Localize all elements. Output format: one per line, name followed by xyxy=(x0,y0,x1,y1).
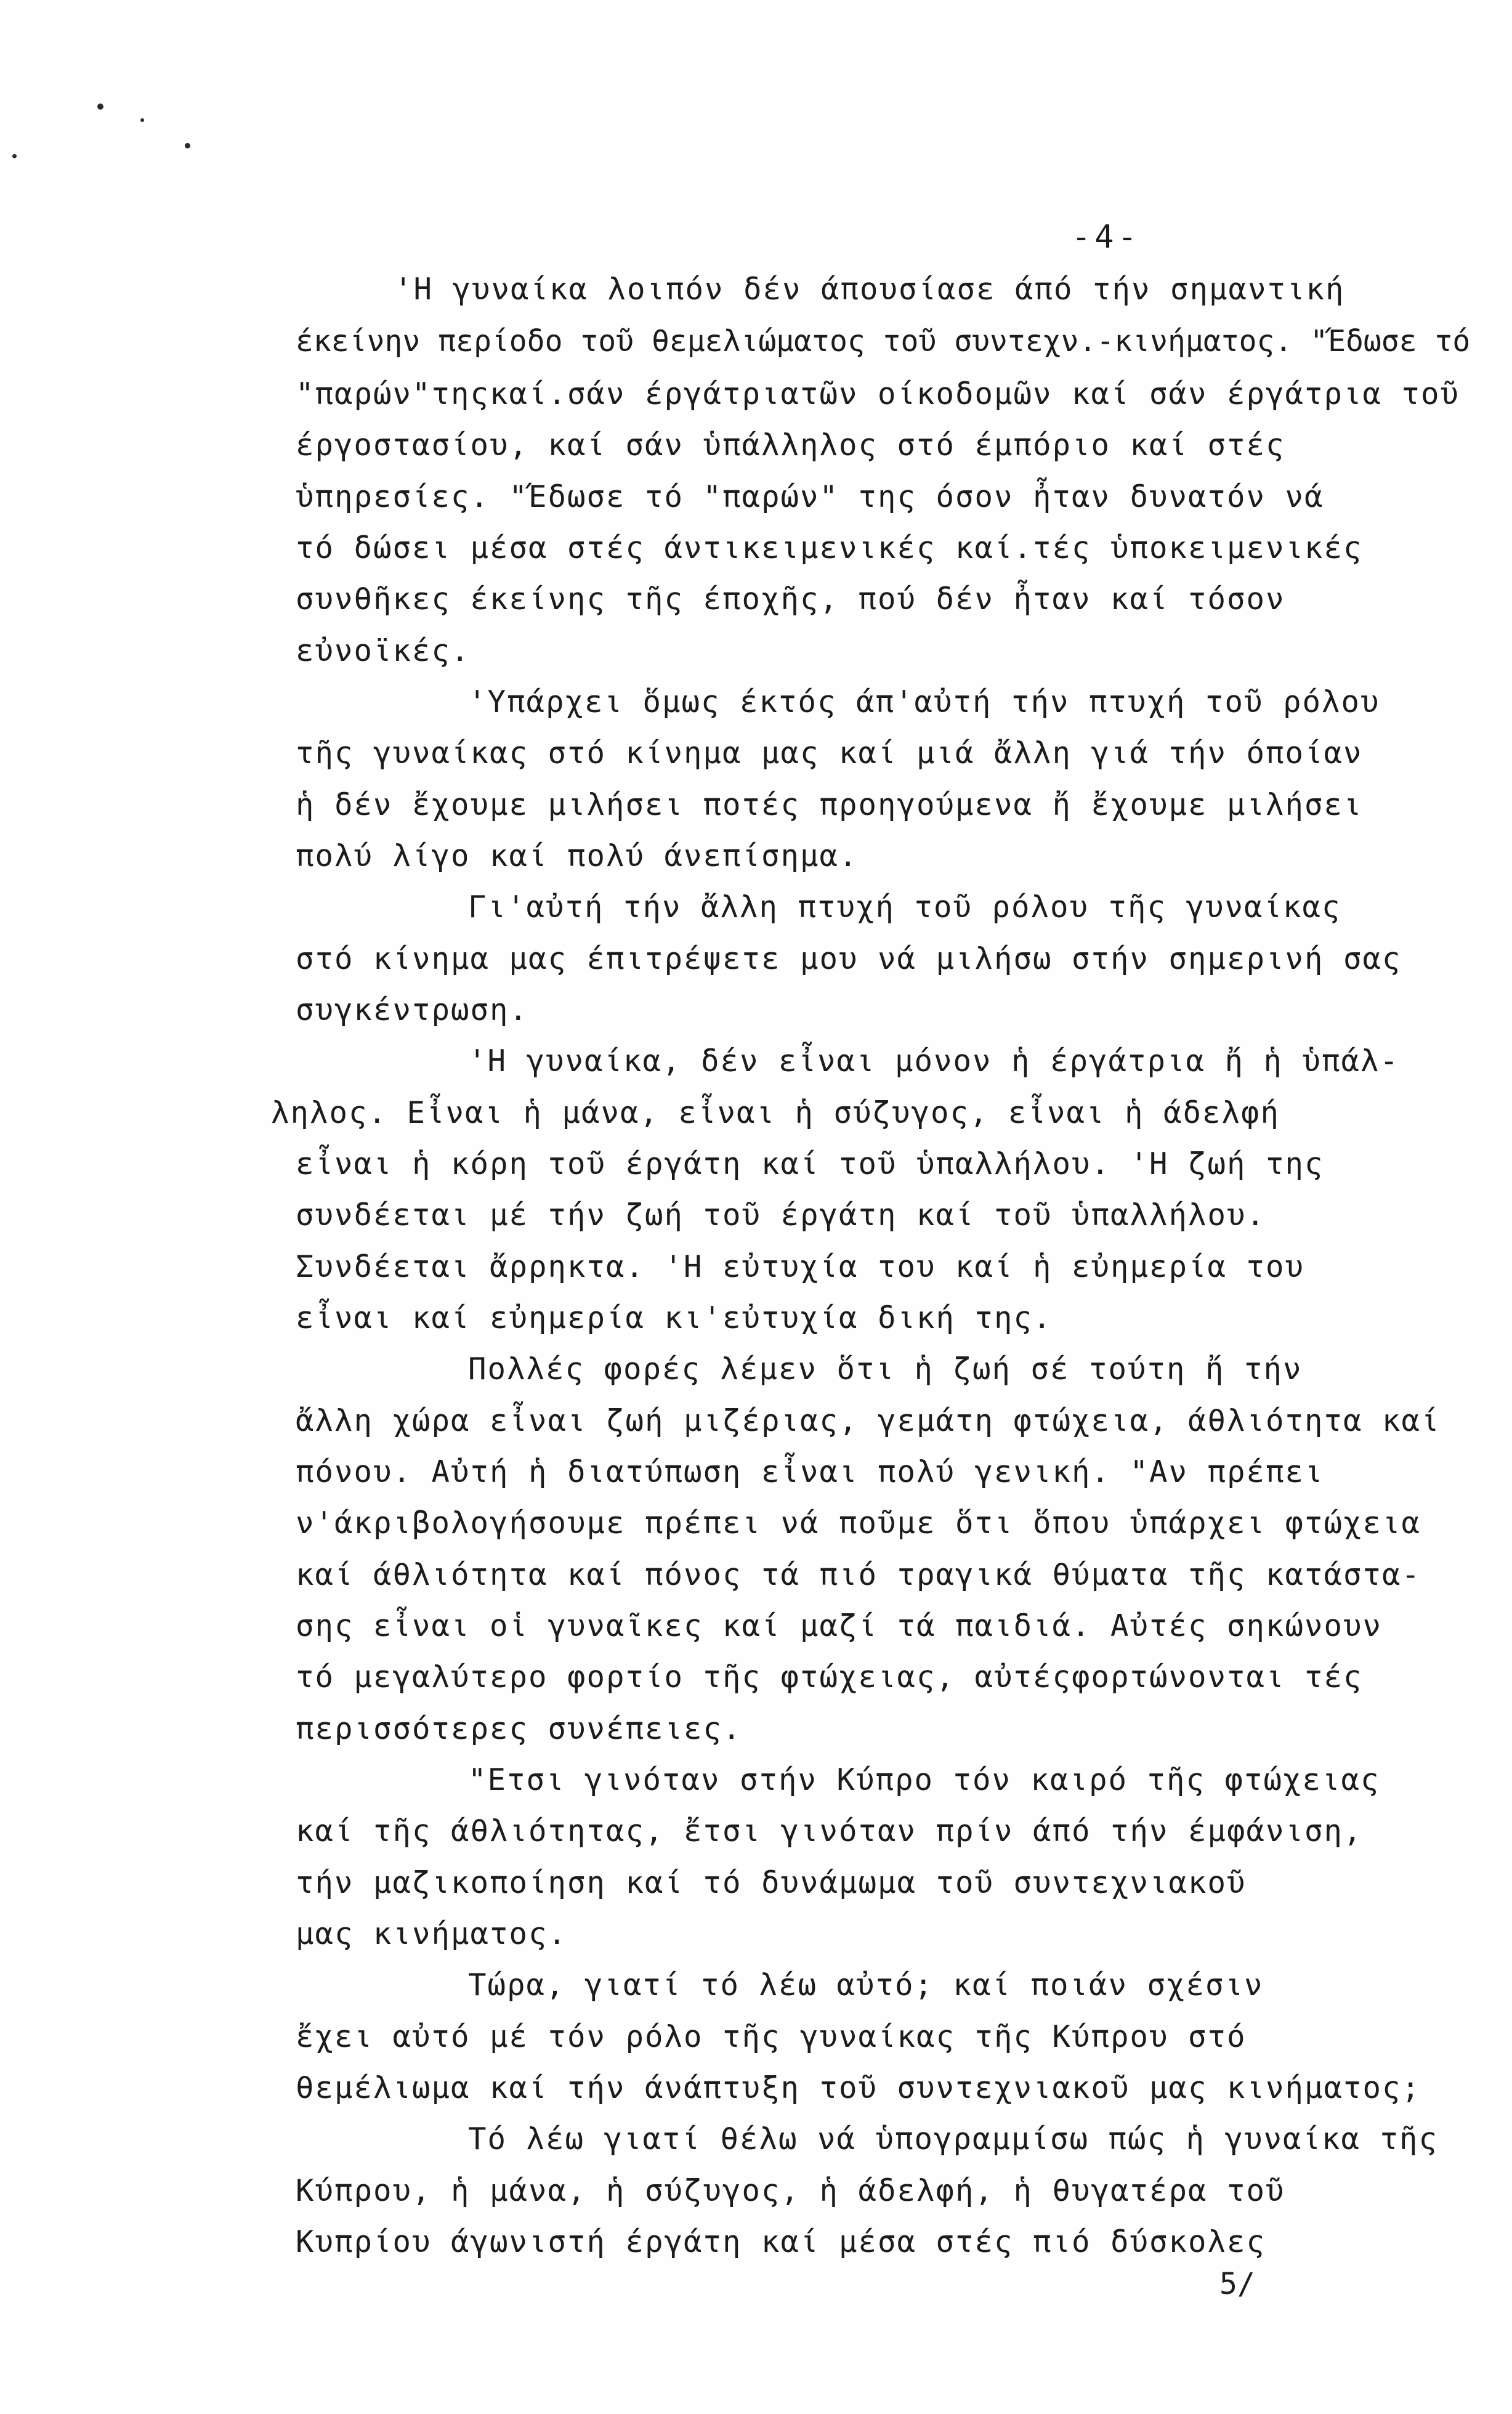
text-line: συνθῆκες έκείνης τῆς έποχῆς, πού δέν ἦταν καί τόσον xyxy=(296,581,1285,617)
text-line: ἄλλη χώρα εἶναι ζωή μιζέριας, γεμάτη φτώχεια, άθλιότητα καί xyxy=(296,1403,1441,1438)
continuation-mark: 5/ xyxy=(1219,2267,1255,2301)
text-line: σης εἶναι οἱ γυναῖκες καί μαζί τά παιδιά. Αὐτές σηκώνουν xyxy=(296,1608,1383,1643)
text-line: ἡ δέν ἔχουμε μιλήσει ποτές προηγούμενα ἤ ἔχουμε μιλήσει xyxy=(296,787,1363,822)
text-line: 'Υπάρχει ὅμως έκτός άπ'αὐτή τήν πτυχή τοῦ ρόλου xyxy=(468,684,1380,719)
text-line: καί άθλιότητα καί πόνος τά πιό τραγικά θύματα τῆς κατάστα- xyxy=(296,1557,1421,1592)
text-line: Τώρα, γιατί τό λέω αὐτό; καί ποιάν σχέσιν xyxy=(468,1967,1264,2003)
text-line: συγκέντρωση. xyxy=(296,992,529,1027)
text-line: 'Η γυναίκα λοιπόν δέν άπουσίασε άπό τήν σημαντική xyxy=(394,272,1345,307)
scan-speck xyxy=(185,143,190,148)
text-line: "Ετσι γινόταν στήν Κύπρο τόν καιρό τῆς φτώχειας xyxy=(468,1762,1380,1797)
text-line: Συνδέεται ἄρρηκτα. 'Η εὐτυχία του καί ἡ εὐημερία του xyxy=(296,1249,1305,1284)
text-line: έκείνην περίοδο τοῦ θεμελιώματος τοῦ συντεχν.-κινήματος. "Έδωσε τό xyxy=(296,324,1471,358)
text-line: εὐνοϊκές. xyxy=(296,633,471,668)
scan-speck xyxy=(97,103,103,110)
text-line: Γι'αὐτή τήν ἄλλη πτυχή τοῦ ρόλου τῆς γυναίκας xyxy=(468,889,1341,925)
text-line: εἶναι καί εὐημερία κι'εὐτυχία δική της. xyxy=(296,1300,1053,1335)
text-line: τήν μαζικοποίηση καί τό δυνάμωμα τοῦ συντεχνιακοῦ xyxy=(296,1865,1247,1900)
text-line: ὑπηρεσίες. "Έδωσε τό "παρών" της όσον ἦταν δυνατόν νά xyxy=(296,479,1324,514)
text-line: τῆς γυναίκας στό κίνημα μας καί μιά ἄλλη γιά τήν όποίαν xyxy=(296,735,1363,771)
text-line: τό μεγαλύτερο φορτίο τῆς φτώχειας, αὐτέςφορτώνονται τές xyxy=(296,1659,1363,1695)
text-line: μας κινήματος. xyxy=(296,1916,568,1951)
page-number: -4- xyxy=(1072,219,1141,256)
text-line: πόνου. Αὐτή ἡ διατύπωση εἶναι πολύ γενική. "Αν πρέπει xyxy=(296,1454,1324,1489)
text-line: Κύπρου, ἡ μάνα, ἡ σύζυγος, ἡ άδελφή, ἡ θυγατέρα τοῦ xyxy=(296,2173,1285,2208)
text-line: Τό λέω γιατί θέλω νά ὑπογραμμίσω πώς ἡ γυναίκα τῆς xyxy=(468,2121,1439,2157)
text-line: περισσότερες συνέπειες. xyxy=(296,1711,742,1746)
text-line: συνδέεται μέ τήν ζωή τοῦ έργάτη καί τοῦ ὑπαλλήλου. xyxy=(296,1197,1266,1233)
text-line: ληλος. Εἶναι ἡ μάνα, εἶναι ἡ σύζυγος, εἶναι ἡ άδελφή xyxy=(271,1095,1280,1130)
text-line: ν'άκριβολογήσουμε πρέπει νά ποῦμε ὅτι ὅπου ὑπάρχει φτώχεια xyxy=(296,1505,1421,1541)
text-line: εἶναι ἡ κόρη τοῦ έργάτη καί τοῦ ὑπαλλήλου. 'Η ζωή της xyxy=(296,1146,1324,1181)
text-line: θεμέλιωμα καί τήν άνάπτυξη τοῦ συντεχνιακοῦ μας κινήματος; xyxy=(296,2070,1421,2105)
text-line: στό κίνημα μας έπιτρέψετε μου νά μιλήσω στήν σημερινή σας xyxy=(296,941,1402,976)
text-line: τό δώσει μέσα στές άντικειμενικές καί.τές ὑποκειμενικές xyxy=(296,530,1363,565)
text-line: Πολλές φορές λέμεν ὅτι ἡ ζωή σέ τούτη ἤ τήν xyxy=(468,1351,1303,1387)
text-line: πολύ λίγο καί πολύ άνεπίσημα. xyxy=(296,838,859,873)
text-line: καί τῆς άθλιότητας, ἔτσι γινόταν πρίν άπό τήν έμφάνιση, xyxy=(296,1813,1363,1849)
text-line: "παρών"τηςκαί.σάν έργάτριατῶν οίκοδομῶν καί σάν έργάτρια τοῦ xyxy=(296,376,1460,411)
scan-speck xyxy=(12,154,17,158)
text-line: Κυπρίου άγωνιστή έργάτη καί μέσα στές πιό δύσκολες xyxy=(296,2224,1266,2259)
text-line: έργοστασίου, καί σάν ὑπάλληλος στό έμπόριο καί στές xyxy=(296,427,1285,463)
text-line: ἔχει αὐτό μέ τόν ρόλο τῆς γυναίκας τῆς Κύπρου στό xyxy=(296,2019,1247,2054)
scan-speck xyxy=(140,118,144,122)
text-line: 'Η γυναίκα, δέν εἶναι μόνον ἡ έργάτρια ἤ ἡ ὑπάλ- xyxy=(468,1043,1400,1079)
